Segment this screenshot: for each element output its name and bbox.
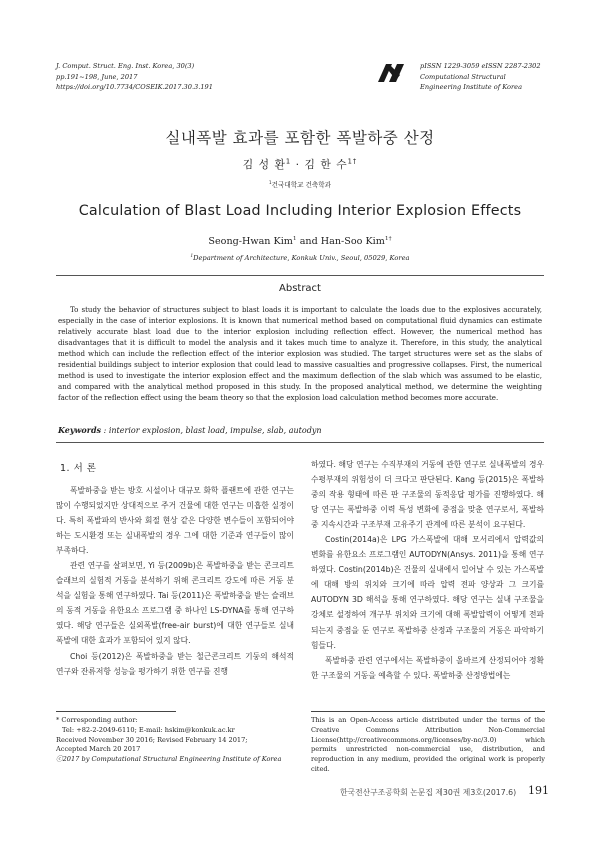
journal-pages-line: pp.191~198, June, 2017 (56, 72, 138, 81)
paragraph: Costin(2014a)은 LPG 가스폭발에 대해 모서리에서 압력값의 변화를 유한요소 프로그램인 AUTODYN(Ansys. 2011)을 통해 연구하였다. Costin(2014b)은 건물의 실내에서 일어날 수 있는 가스폭발에 대해 방의 위치와 크기에 따라 압력 전파 양상과 그 크기를 AUTODYN 3D 해석을 통해 연구하였다. 해당 연구는 실내 구조물을 강체로 설정하여 개구부 위치와 크기에 대해 폭발압력이 어떻게 전파되는지 중점을 둔 연구로 폭발하중 산정과 구조물의 거동은 파악하기 힘들다. (311, 535, 544, 650)
author-2-en: Han-Soo Kim (320, 236, 385, 247)
publisher-line-1: Computational Structural (420, 72, 506, 81)
journal-citation (56, 61, 213, 93)
body-left-column (56, 483, 294, 679)
affil-ko-text: 건국대학교 건축학과 (271, 181, 332, 189)
author-2-en-sup: 1† (384, 234, 392, 242)
page-number: 191 (528, 784, 549, 797)
received-line: Received November 30 2016; Revised February 14 2017; (56, 735, 248, 744)
contact-line: Tel: +82-2-2049-6110; E-mail: hskim@konkuk.ac.kr (62, 725, 235, 734)
author-2-ko: 김 한 수 (304, 158, 348, 171)
affiliation-english (0, 254, 600, 262)
author-and-en: and (296, 236, 321, 247)
authors-korean (0, 157, 600, 172)
doi-link[interactable]: https://doi.org/10.7734/COSEIK.2017.30.3.191 (56, 83, 213, 91)
author-1-ko: 김 성 환 (242, 158, 286, 171)
license-footnote: This is an Open-Access article distributed under the terms of the Creative Commons Attribution Non-Commercial License(http://creativecommons.org/licenses/by-nc/3.0) which permits unrestricted non-commercial use, distribution, and reproduction in any medium, provided the original work is properly cited. (311, 716, 545, 773)
copyright-line: ⓒ2017 by Computational Structural Engineering Institute of Korea (56, 755, 282, 764)
page-footer: 한국전산구조공학회 논문집 제30권 제3호(2017.6) (340, 788, 517, 797)
authors-english (0, 236, 600, 247)
issn-line: pISSN 1229-3059 eISSN 2287-2302 (420, 62, 541, 70)
affil-ko-sup: 1 (268, 179, 272, 185)
title-english: Calculation of Blast Load Including Interior Explosion Effects (78, 203, 522, 219)
keywords-text: interior explosion, blast load, impulse, slab, autodyn (108, 426, 322, 435)
affil-en-sup: 1 (190, 252, 194, 258)
author-1-en-sup: 1 (292, 234, 297, 242)
abstract-top-rule (56, 275, 544, 276)
affil-en-text: Department of Architecture, Konkuk Univ., Seoul, 05029, Korea (193, 254, 410, 262)
section-heading: 1. 서 론 (60, 463, 97, 474)
license-rule (311, 711, 545, 712)
keywords-sep: : (101, 426, 109, 435)
accepted-line: Accepted March 20 2017 (56, 745, 141, 754)
journal-issn (420, 61, 541, 93)
affiliation-korean (0, 179, 600, 189)
author-2-ko-sup: 1† (347, 157, 358, 166)
body-right-column (311, 457, 544, 683)
correspondence-footnote (56, 716, 294, 765)
abstract-text: To study the behavior of structures subject to blast loads it is important to calculate the loads due to the explosives accurately, especially in the case of interior explosions. It is known that numerical method based on computational fluid dynamics can estimate relatively accurate blast load due to the interior explosion including reflection effect. However, the numerical method has disadvantages that it is difficult to model the analysis and it takes much time to analyze it. Therefore, in this study, the analytical method which can include the reflection effect of the interior explosion was studied. The target structures were set as the slabs of residential buildings subject to interior explosion that could lead to massive casualties and progressive collapses. First, the numerical method is used to investigate the interior explosion effect and the maximum deflection of the slab which was assumed to be elastic, and compared with the analytical method proposed in this study. In the proposed analytical method, we determine the weighting factor of the reflection effect using the beam theory so that the explosion load calculation method becomes more accurate. (58, 305, 542, 402)
author-1-en: Seong-Hwan Kim (208, 236, 293, 247)
corresponding-author-label: * Corresponding author: (56, 716, 138, 724)
journal-citation-line: J. Comput. Struct. Eng. Inst. Korea, 30(3) (56, 62, 195, 70)
author-sep-ko: · (291, 158, 305, 171)
paragraph: 관련 연구를 살펴보면, Yi 등(2009b)은 폭발하중을 받는 콘크리트 슬래브의 실험적 거동을 분석하기 위해 콘크리트 강도에 따른 거동 분석을 실험을 통해 연구하였다. Tai 등(2011)은 폭발하중을 받는 슬래브의 동적 거동을 유한요소 프로그램 중 하나인 LS-DYNA를 통해 연구하였다. 해당 연구들은 실외폭발(free-air burst)에 대한 연구들로 실내폭발에 대한 효과가 포함되어 있지 않다. (56, 561, 294, 646)
paragraph: 폭발하중 관련 연구에서는 폭발하중이 올바르게 산정되어야 정확한 구조물의 거동을 예측할 수 있다. 폭발하중 산정방법에는 (311, 655, 544, 680)
keywords (58, 425, 321, 435)
author-1-ko-sup: 1 (285, 157, 292, 166)
abstract-bottom-rule (56, 442, 544, 443)
keywords-label: Keywords (58, 425, 102, 435)
title-korean: 실내폭발 효과를 포함한 폭발하중 산정 (165, 129, 435, 147)
paragraph: 폭발하중을 받는 방호 시설이나 대규모 화학 플랜트에 관한 연구는 많이 수행되었지만 상대적으로 주거 건물에 대한 연구는 미흡한 실정이다. 특히 폭발파의 반사와 회절 현상 같은 다양한 변수들이 포함되어야 하는 도시환경 또는 실내폭발의 경우 그에 대한 기준과 연구들이 많이 부족하다. (56, 486, 294, 556)
abstract-heading: Abstract (279, 283, 321, 294)
paragraph: Choi 등(2012)은 폭발하중을 받는 철근콘크리트 기둥의 해석적 연구와 잔류저항 성능을 평가하기 위한 연구를 진행 (56, 651, 294, 676)
publisher-line-2: Engineering Institute of Korea (420, 83, 523, 91)
paragraph: 하였다. 해당 연구는 수직부재의 거동에 관한 연구로 실내폭발의 경우 수평부재의 위험성이 더 크다고 판단된다. Kang 등(2015)은 폭발하중의 작용 형태에 따른 판 구조물의 동적응답 평가를 진행하였다. 해당 연구는 폭발하중 이력 특성 변화에 중점을 맞춘 연구로서, 폭발하중 지속시간과 구조부재 고유주기 관계에 따른 분석이 요구된다. (311, 460, 544, 530)
footnote-rule (56, 711, 176, 712)
journal-logo-icon (376, 62, 406, 84)
